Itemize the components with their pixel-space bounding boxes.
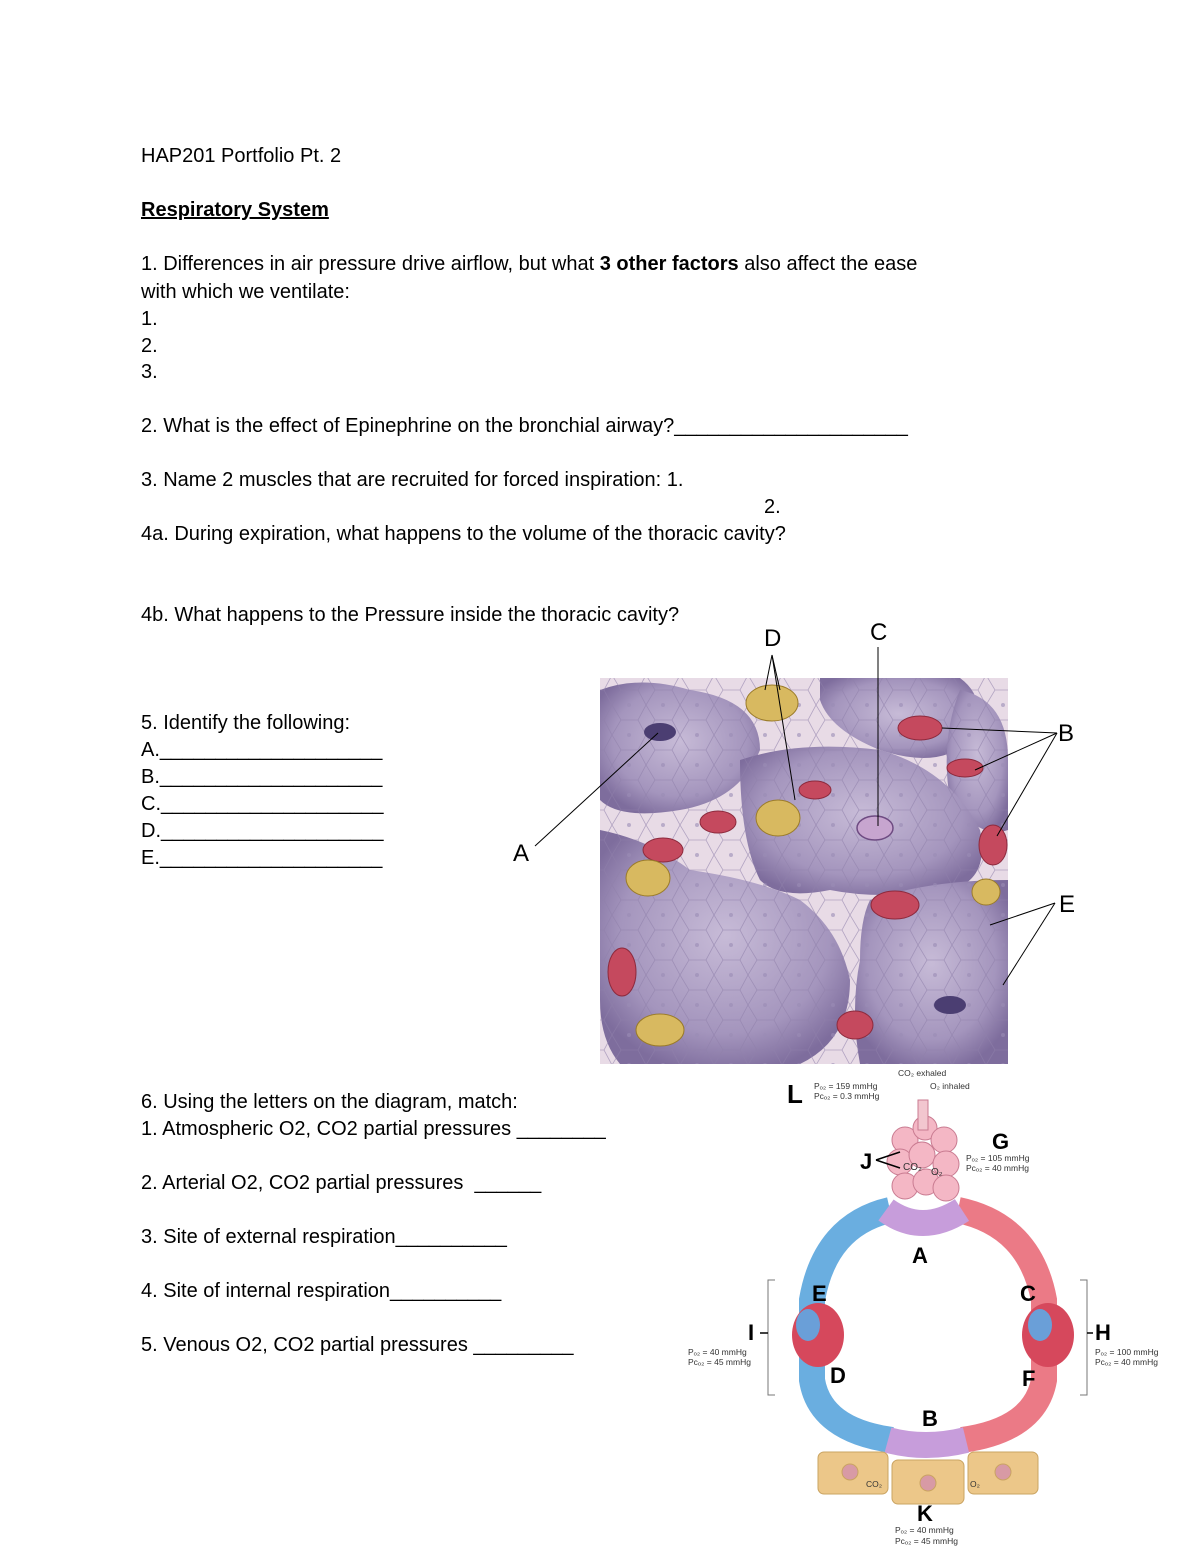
heart-left — [792, 1303, 844, 1367]
circ-i-pco2: Pᴄₒ₂ = 45 mmHg — [688, 1357, 751, 1367]
q5-item-d: D.____________________ — [141, 820, 384, 842]
doc-title: HAP201 Portfolio Pt. 2 — [141, 145, 342, 167]
circ-o2-inhaled: O₂ inhaled — [930, 1081, 970, 1091]
q6-item-2: 2. Arterial O2, CO2 partial pressures ______ — [141, 1172, 542, 1194]
circ-h-po2: Pₒ₂ = 100 mmHg — [1095, 1347, 1159, 1357]
section-heading: Respiratory System — [141, 199, 329, 221]
circ-label-f: F — [1022, 1366, 1036, 1391]
q1-answer-1: 1. — [141, 308, 158, 330]
tissue-cells — [818, 1452, 1038, 1504]
circ-label-e: E — [812, 1281, 827, 1306]
circ-label-c: C — [1020, 1281, 1036, 1306]
q6-item-5: 5. Venous O2, CO2 partial pressures _________ — [141, 1334, 574, 1356]
q5-item-b: B.____________________ — [141, 766, 383, 788]
circ-label-k: K — [917, 1501, 933, 1526]
alveoli-label-e: E — [1059, 891, 1076, 918]
circ-label-a: A — [912, 1243, 928, 1268]
circ-k-po2: Pₒ₂ = 40 mmHg — [895, 1525, 954, 1535]
question-4a: 4a. During expiration, what happens to the volume of the thoracic cavity? — [141, 523, 786, 545]
circ-g-pco2: Pᴄₒ₂ = 40 mmHg — [966, 1163, 1029, 1173]
alveoli-label-d: D — [764, 625, 782, 652]
circ-tissue-co2: CO₂ — [866, 1479, 883, 1489]
circ-lung-o2: O₂ — [931, 1167, 943, 1178]
circ-h-pco2: Pᴄₒ₂ = 40 mmHg — [1095, 1357, 1158, 1367]
question-6-title: 6. Using the letters on the diagram, match: — [141, 1091, 518, 1113]
q6-item-1: 1. Atmospheric O2, CO2 partial pressures ________ — [141, 1118, 606, 1140]
lung — [887, 1100, 959, 1201]
circ-tissue-o2: O₂ — [970, 1479, 980, 1489]
circ-label-j: J — [860, 1149, 873, 1174]
q1-answer-3: 3. — [141, 361, 158, 383]
circ-label-d: D — [830, 1363, 846, 1388]
q1-answer-2: 2. — [141, 335, 158, 357]
circ-lung-co2: CO₂ — [903, 1162, 922, 1173]
q3-answer-2: 2. — [764, 496, 781, 518]
circ-label-b: B — [922, 1406, 938, 1431]
q6-item-4: 4. Site of internal respiration__________ — [141, 1280, 502, 1302]
q1-bold: 3 other factors — [599, 253, 739, 275]
q1-line2: with which we ventilate: — [141, 281, 350, 303]
alveoli-label-a: A — [513, 840, 530, 867]
alveoli-label-c: C — [870, 619, 888, 646]
circ-l-po2: Pₒ₂ = 159 mmHg — [814, 1081, 878, 1091]
q5-item-a: A.____________________ — [141, 739, 383, 761]
q6-item-3: 3. Site of external respiration__________ — [141, 1226, 507, 1248]
circ-k-pco2: Pᴄₒ₂ = 45 mmHg — [895, 1536, 958, 1546]
heart-right — [1022, 1303, 1074, 1367]
circ-co2-exhaled: CO₂ exhaled — [898, 1068, 947, 1078]
q1-suffix: also affect the ease — [738, 253, 918, 275]
circ-label-g: G — [992, 1129, 1010, 1154]
alveoli-label-b: B — [1058, 720, 1075, 747]
q1-prefix: 1. Differences in air pressure drive airflow, but what — [141, 253, 600, 275]
circ-label-i: I — [748, 1320, 755, 1345]
circ-label-l: L — [787, 1079, 803, 1109]
question-2: 2. What is the effect of Epinephrine on the bronchial airway?_____________________ — [141, 415, 908, 437]
question-3: 3. Name 2 muscles that are recruited for forced inspiration: 1. — [141, 469, 684, 491]
question-5-title: 5. Identify the following: — [141, 712, 351, 734]
q5-item-c: C.____________________ — [141, 793, 384, 815]
question-4b: 4b. What happens to the Pressure inside the thoracic cavity? — [141, 604, 680, 626]
q5-item-e: E.____________________ — [141, 847, 383, 869]
circ-g-po2: Pₒ₂ = 105 mmHg — [966, 1153, 1030, 1163]
circ-l-pco2: Pᴄₒ₂ = 0.3 mmHg — [814, 1091, 880, 1101]
circ-i-po2: Pₒ₂ = 40 mmHg — [688, 1347, 747, 1357]
circ-label-h: H — [1095, 1320, 1111, 1345]
